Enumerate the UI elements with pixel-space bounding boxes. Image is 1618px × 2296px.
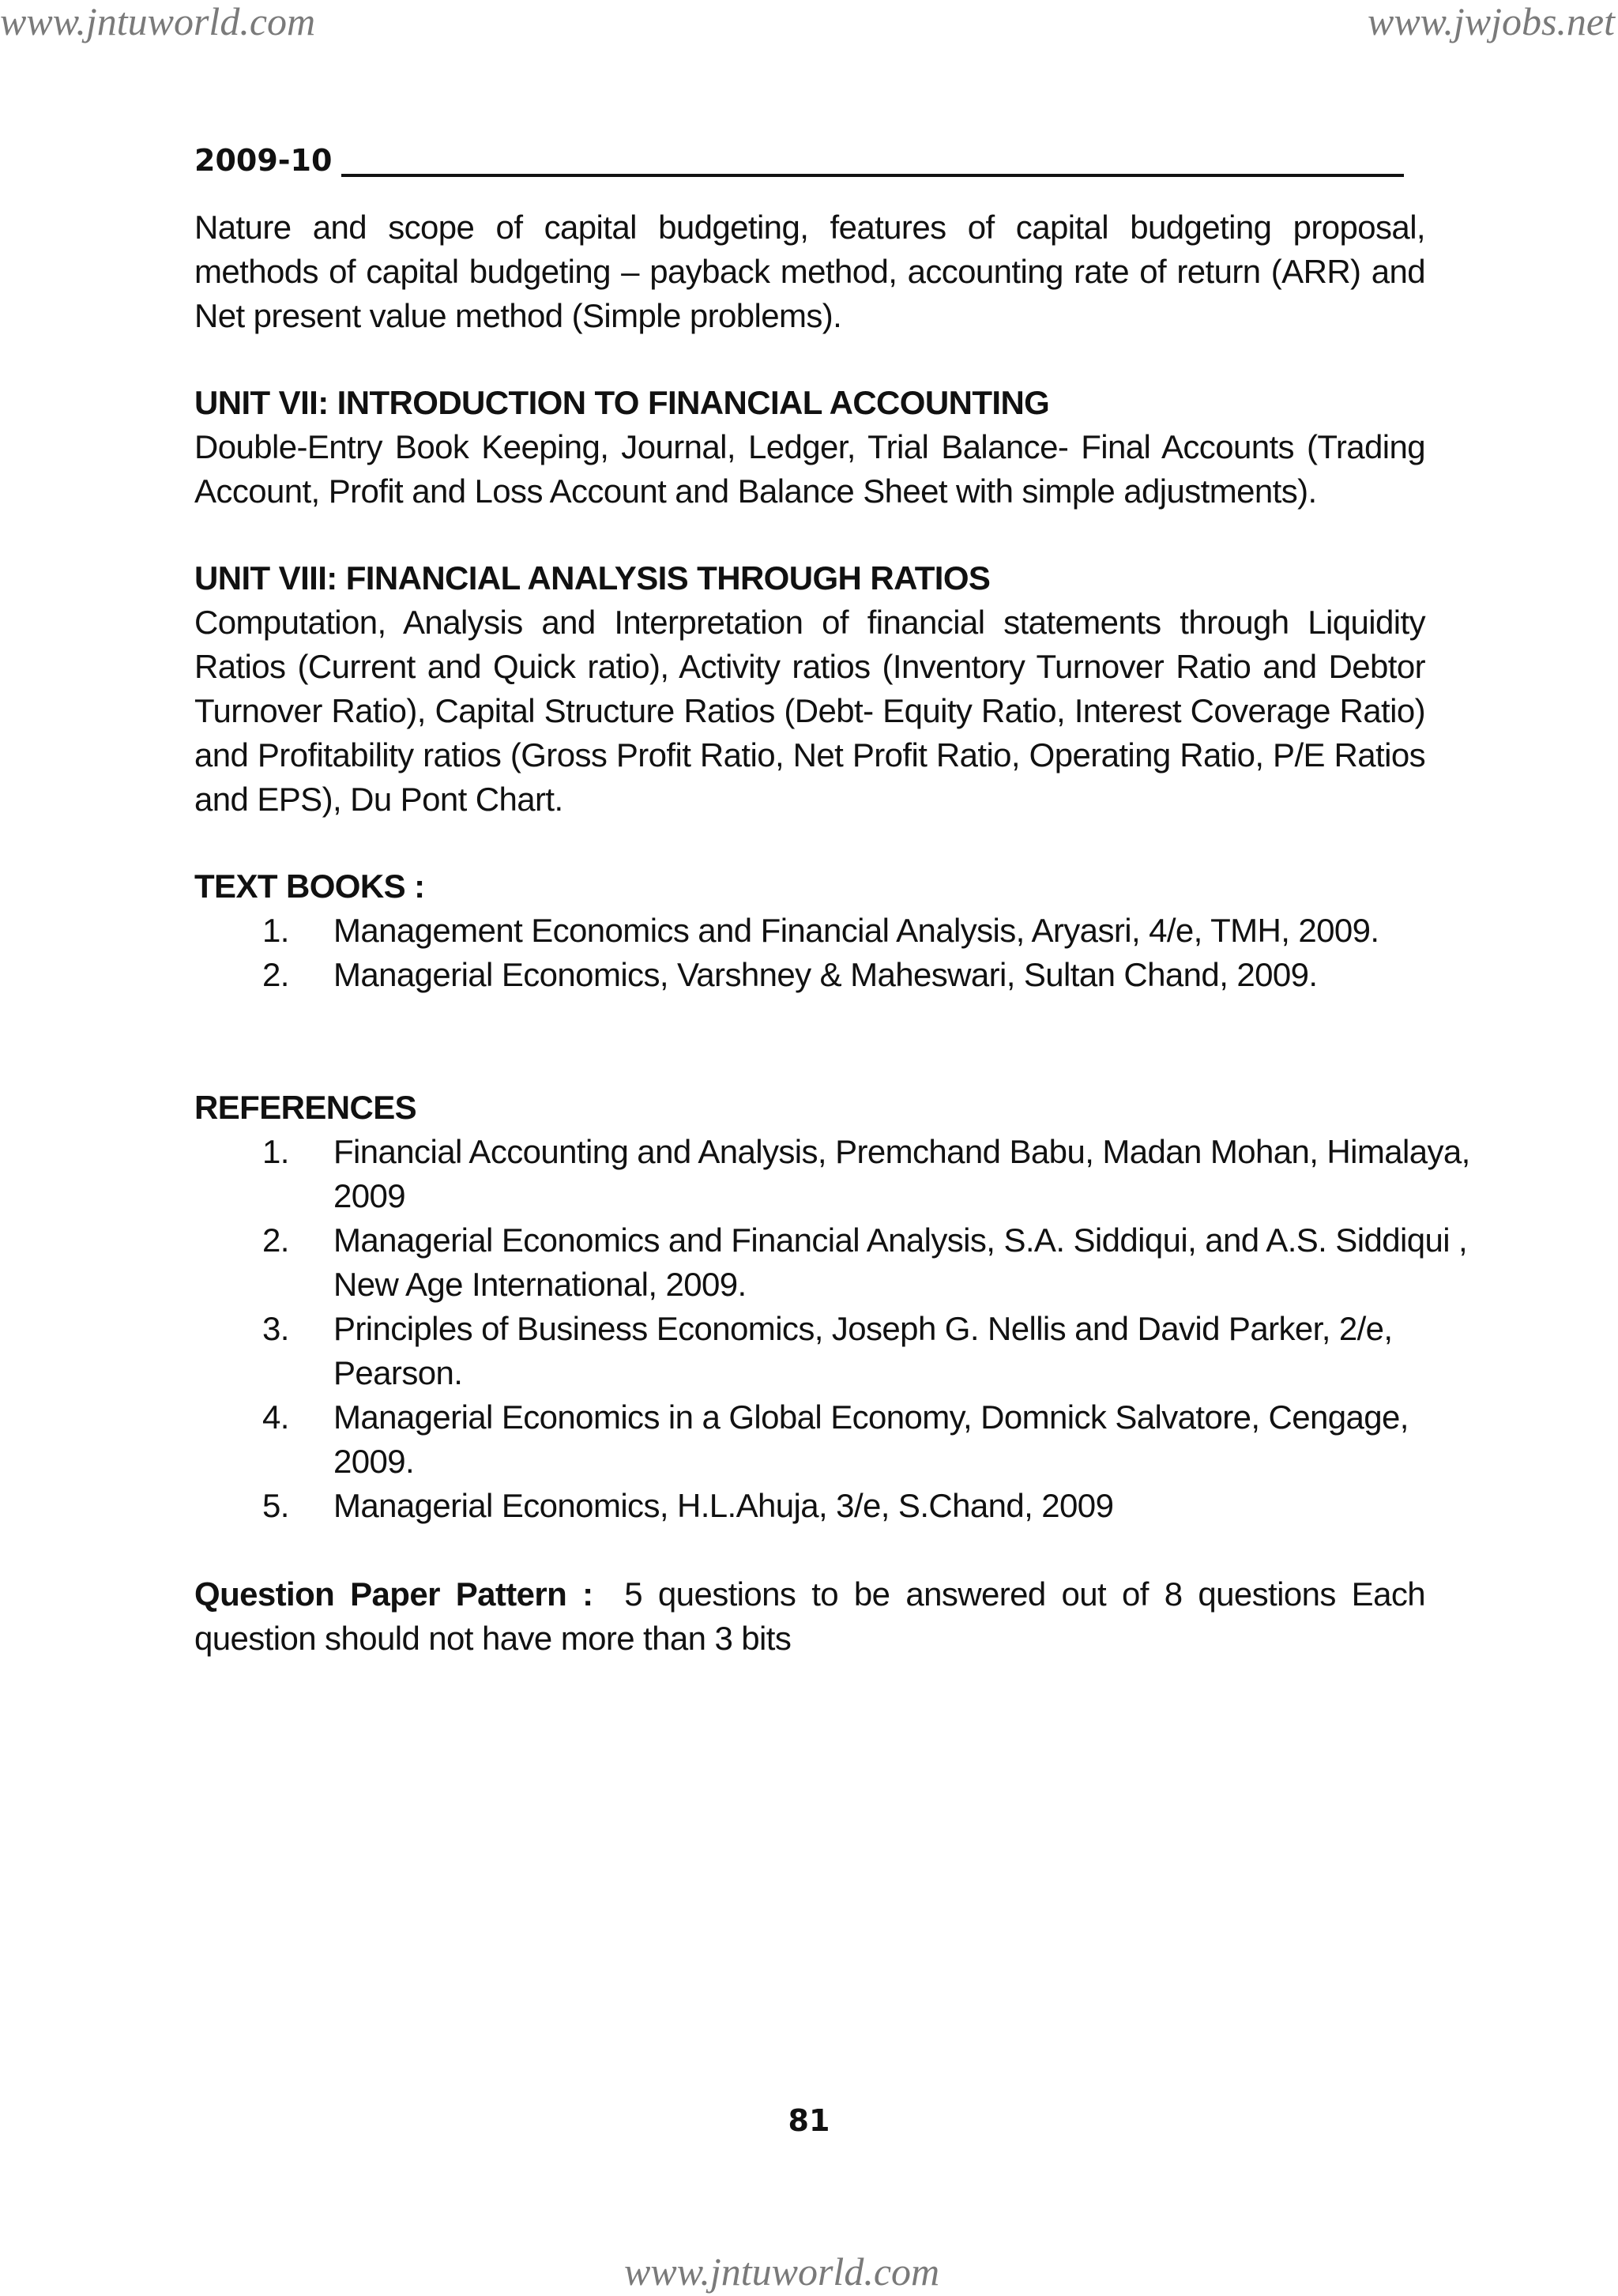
list-item-text: Managerial Economics, Varshney & Maheswari, Sultan Chand, 2009.	[333, 956, 1318, 993]
references-list	[194, 1130, 1470, 1528]
unit-8-text: Computation, Analysis and Interpretation of financial statements through Liquidity Ratios (Current and Quick ratio), Activity ratios (Inventory Turnover Ratio and Debtor Turnover Ratio), Capital Structure Ratios (Debt- Equity Ratio, Interest Coverage Ratio) and Profitability ratios (Gross Profit Ratio, Net Profit Ratio, Operating Ratio, P/E Ratios and EPS), Du Pont Chart.	[194, 604, 1425, 818]
unit-7-section	[194, 381, 1425, 514]
text-books-heading: TEXT BOOKS :	[194, 868, 425, 905]
references-heading: REFERENCES	[194, 1089, 417, 1126]
list-item-number: 2.	[262, 956, 289, 993]
text-books-list	[194, 909, 1425, 997]
list-item-number: 5.	[262, 1487, 289, 1524]
list-item-number: 1.	[262, 1133, 289, 1170]
capital-budgeting-text: Nature and scope of capital budgeting, features of capital budgeting proposal, methods of capital budgeting – payback method, accounting rate of return (ARR) and Net present value method (Simple problems).	[194, 209, 1425, 334]
year-header	[194, 141, 1403, 180]
list-item	[194, 909, 1471, 953]
list-item-text: Financial Accounting and Analysis, Premchand Babu, Madan Mohan, Himalaya, 2009	[333, 1133, 1470, 1214]
list-item-text: Principles of Business Economics, Joseph G. Nellis and David Parker, 2/e, Pearson.	[333, 1310, 1393, 1391]
text-books-section	[194, 864, 1425, 997]
unit-7-text: Double-Entry Book Keeping, Journal, Ledger, Trial Balance- Final Accounts (Trading Account, Profit and Loss Account and Balance Sheet with simple adjustments).	[194, 428, 1425, 510]
watermark-top-right: www.jwjobs.net	[1367, 0, 1615, 43]
year-label: 2009-10	[194, 143, 333, 178]
list-item-text: Managerial Economics, H.L.Ahuja, 3/e, S.Chand, 2009	[333, 1487, 1114, 1524]
references-section	[194, 1086, 1470, 1528]
question-paper-text: 5 questions to be answered out of 8 questions Each question should not have more than 3 bits	[194, 1575, 1425, 1657]
list-item	[194, 1218, 1471, 1307]
list-item	[194, 953, 1471, 997]
question-paper-paragraph	[194, 1572, 1425, 1661]
list-item	[194, 1395, 1471, 1484]
list-item-text: Managerial Economics and Financial Analysis, S.A. Siddiqui, and A.S. Siddiqui , New Age International, 2009.	[333, 1221, 1468, 1303]
list-item	[194, 1130, 1471, 1218]
list-item-text: Managerial Economics in a Global Economy, Domnick Salvatore, Cengage, 2009.	[333, 1398, 1409, 1480]
watermark-top-left: www.jntuworld.com	[0, 0, 316, 43]
list-item	[194, 1484, 1471, 1528]
capital-budgeting-section	[194, 205, 1425, 338]
watermark-bottom: www.jntuworld.com	[624, 2249, 940, 2294]
question-paper-label: Question Paper Pattern :	[194, 1575, 593, 1613]
unit-8-heading: UNIT VIII: FINANCIAL ANALYSIS THROUGH RATIOS	[194, 559, 991, 597]
page-number: 81	[788, 2103, 830, 2138]
list-item-number: 4.	[262, 1398, 289, 1436]
list-item-number: 1.	[262, 912, 289, 949]
unit-8-section	[194, 556, 1425, 822]
unit-7-heading: UNIT VII: INTRODUCTION TO FINANCIAL ACCOUNTING	[194, 384, 1050, 421]
list-item-number: 2.	[262, 1221, 289, 1259]
list-item-text: Management Economics and Financial Analysis, Aryasri, 4/e, TMH, 2009.	[333, 912, 1379, 949]
header-rule	[341, 174, 1404, 177]
list-item	[194, 1307, 1471, 1395]
question-paper-section	[194, 1572, 1425, 1661]
list-item-number: 3.	[262, 1310, 289, 1347]
